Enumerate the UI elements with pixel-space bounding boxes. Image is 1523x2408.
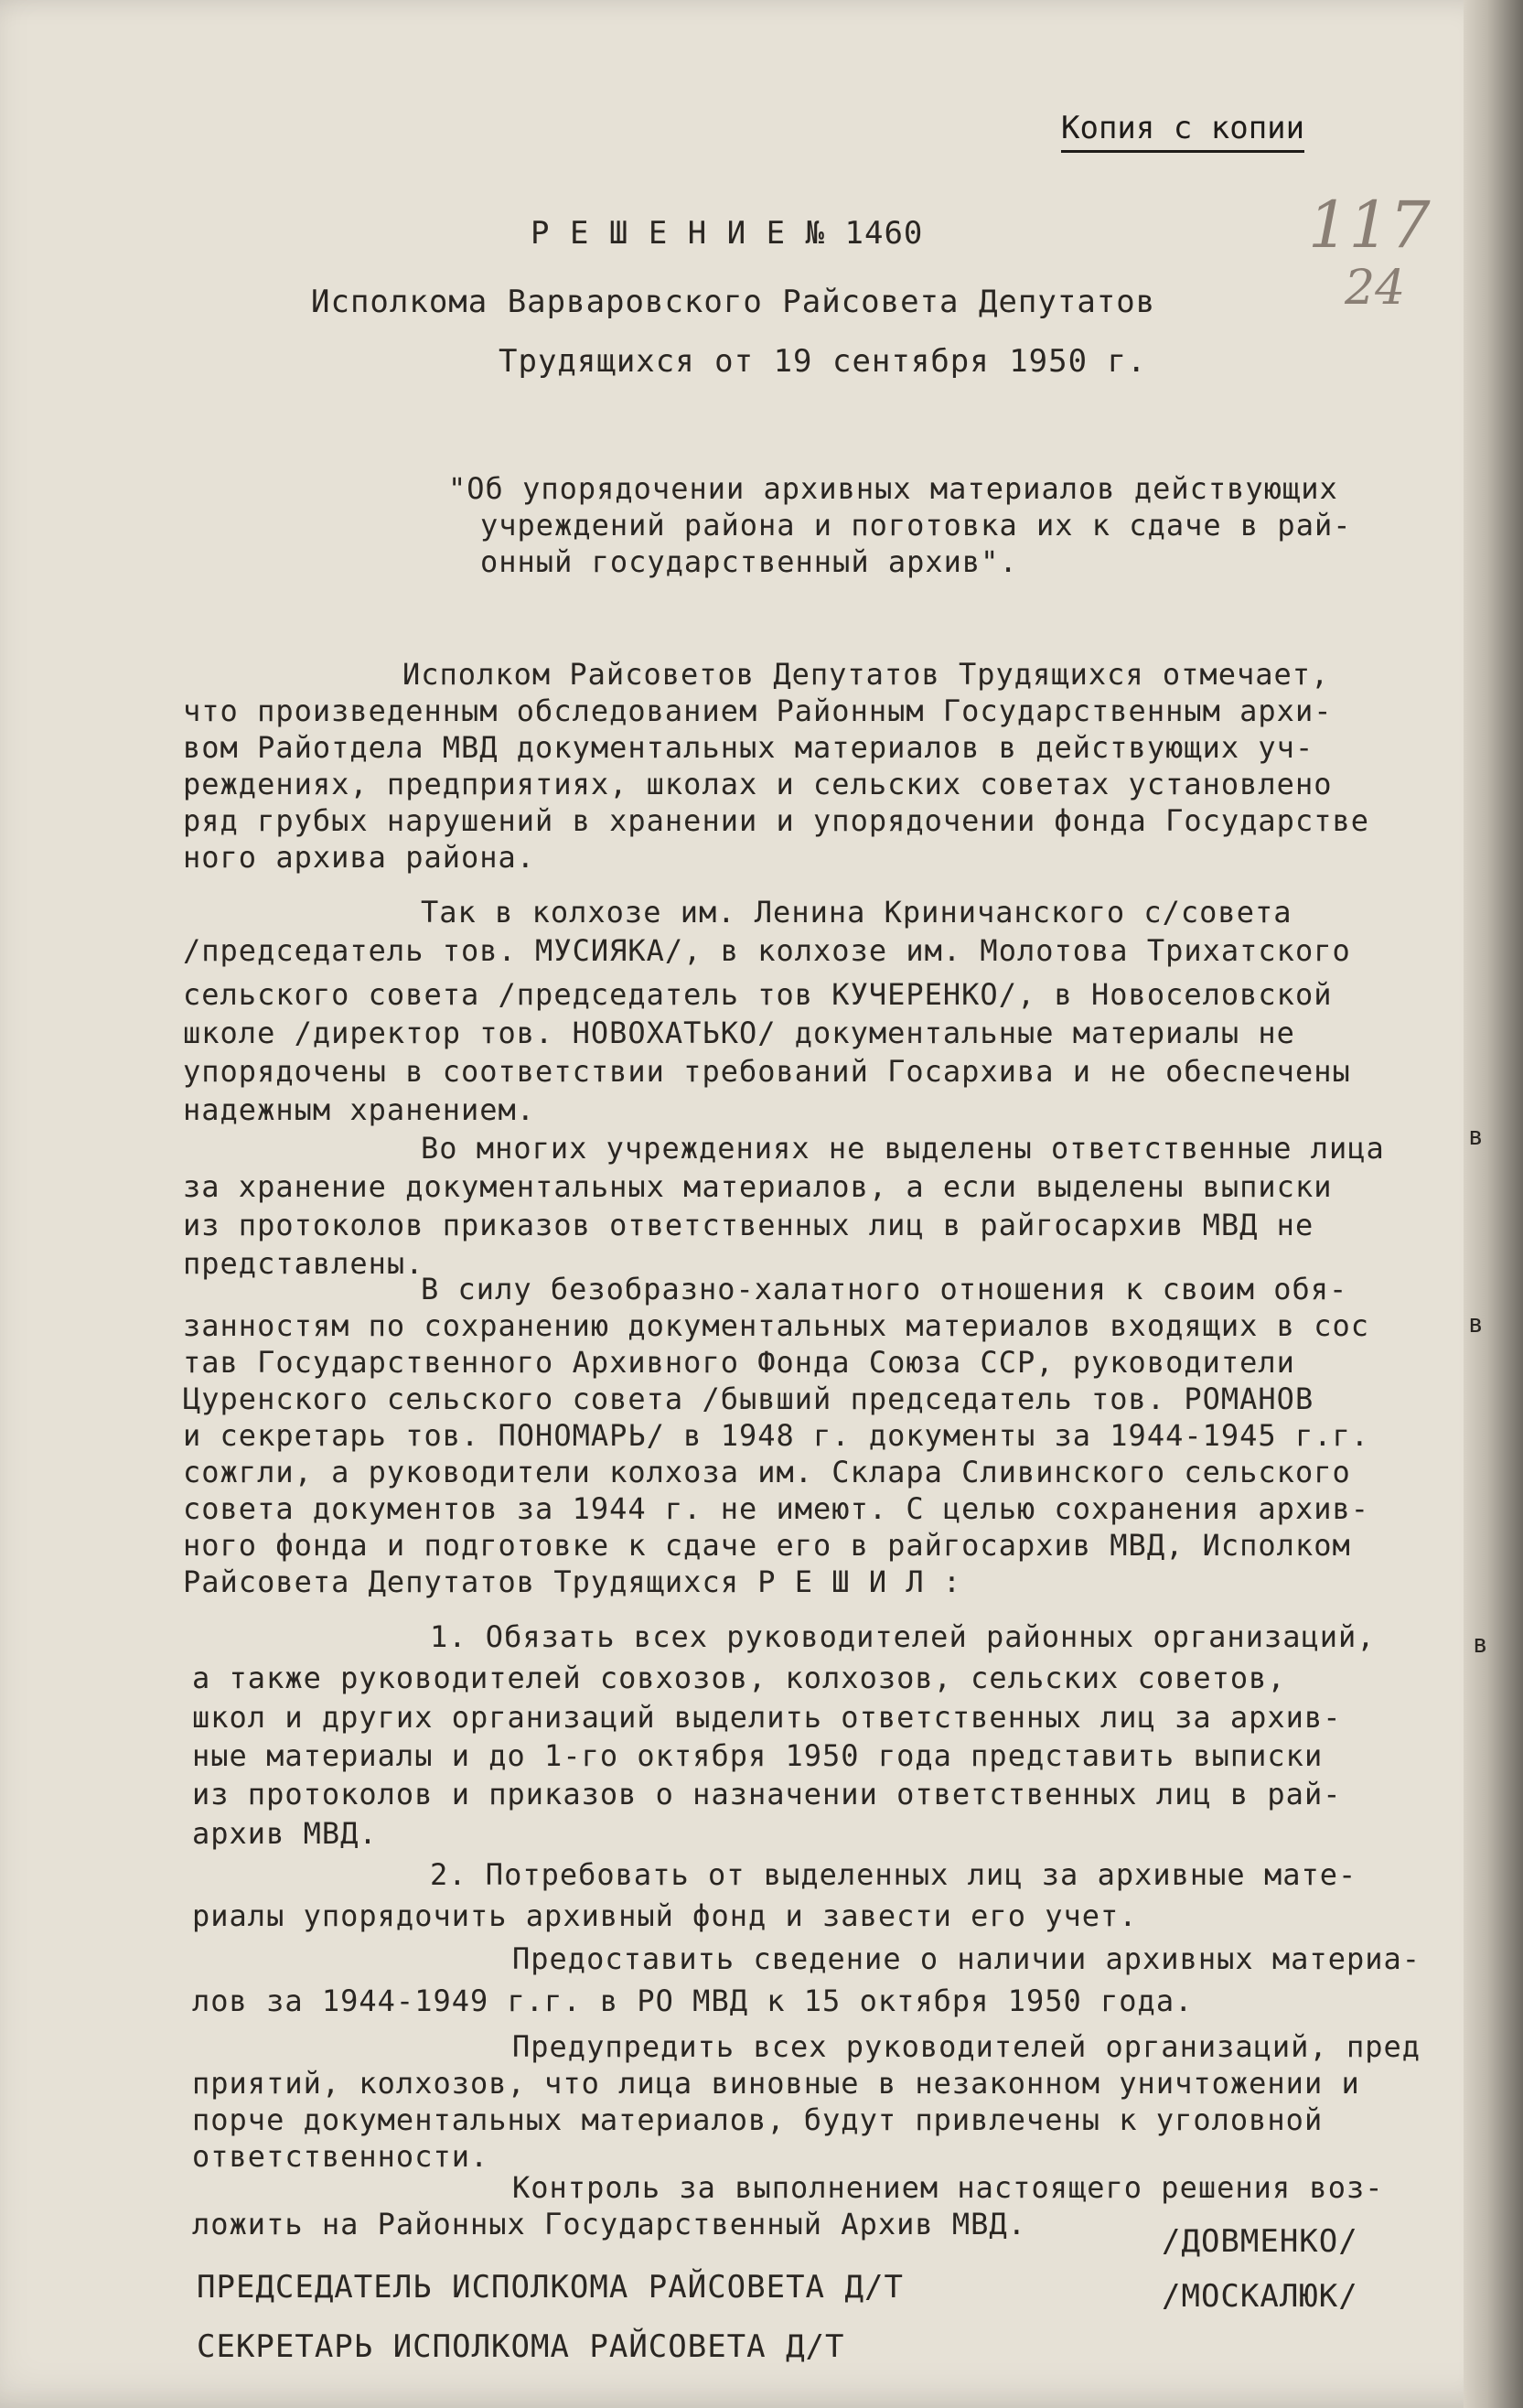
body-line: из протоколов и приказов о назначении ответственных лиц в рай- [192,1777,1342,1811]
subject-line: учреждений района и поготовка их к сдаче в рай- [480,508,1352,543]
body-line: порче документальных материалов, будут привлечены к уголовной [192,2102,1324,2137]
body-line: вом Райотдела МВД документальных материалов в действующих уч- [183,730,1314,765]
body-line: Райсовета Депутатов Трудящихся Р Е Ш И Л : [183,1564,962,1599]
secretary-title: СЕКРЕТАРЬ ИСПОЛКОМА РАЙСОВЕТА Д/Т [197,2328,845,2365]
body-line: ряд грубых нарушений в хранении и упорядочении фонда Государстве [183,803,1369,838]
body-line: ного архива района. [183,840,536,875]
body-line: /председатель тов. МУСИЯКА/, в колхозе им. Молотова Трихатского [183,933,1351,968]
body-line: 2. Потребовать от выделенных лиц за архивные мате- [430,1857,1357,1892]
doc-title: Р Е Ш Е Н И Е № 1460 [531,215,924,252]
doc-title-line: Исполкома Варваровского Райсовета Депутатов [311,284,1156,320]
body-line: Цуренского сельского совета /бывший председатель тов. РОМАНОВ [183,1381,1314,1416]
body-line: а также руководителей совхозов, колхозов, сельских советов, [192,1661,1286,1695]
body-line: Предупредить всех руководителей организаций, пред [512,2029,1421,2064]
body-line: В силу безобразно-халатного отношения к своим обя- [421,1272,1348,1306]
body-line: ные материалы и до 1-го октября 1950 года представить выписки [192,1738,1324,1773]
margin-mark: в [1468,1308,1484,1338]
body-line: ложить на Районных Государственный Архив МВД. [192,2207,1026,2241]
chairman-title: ПРЕДСЕДАТЕЛЬ ИСПОЛКОМА РАЙСОВЕТА Д/Т [197,2269,904,2306]
body-line: что произведенным обследованием Районным Государственным архи- [183,693,1333,728]
body-line: представлены. [183,1246,424,1281]
secretary-name: /МОСКАЛЮК/ [1162,2278,1358,2315]
body-line: из протоколов приказов ответственных лиц в райгосархив МВД не [183,1208,1314,1242]
page-edge [1464,0,1523,2408]
body-line: сельского совета /председатель тов КУЧЕРЕНКО/, в Новоселовской [183,977,1333,1012]
body-line: Предоставить сведение о наличии архивных материа- [512,1941,1421,1976]
body-line: архив МВД. [192,1816,378,1851]
copy-stamp: Копия с копии [1061,110,1304,153]
body-line: приятий, колхозов, что лица виновные в незаконном уничтожении и [192,2066,1360,2101]
body-line: риалы упорядочить архивный фонд и завести его учет. [192,1898,1138,1933]
margin-mark: в [1473,1629,1488,1659]
body-line: ответственности. [192,2139,489,2174]
doc-title-line: Трудящихся от 19 сентября 1950 г. [499,343,1147,380]
body-line: 1. Обязать всех руководителей районных организаций, [430,1619,1376,1654]
body-line: Во многих учреждениях не выделены ответственные лица [421,1131,1385,1166]
margin-mark: в [1468,1121,1484,1151]
body-line: реждениях, предприятиях, школах и сельских советах установлено [183,767,1333,801]
body-line: надежным хранением. [183,1092,536,1127]
body-line: лов за 1944-1949 г.г. в РО МВД к 15 октября 1950 года. [192,1983,1194,2018]
chairman-name: /ДОВМЕНКО/ [1162,2223,1358,2260]
subject-line: "Об упорядочении архивных материалов действующих [448,471,1338,506]
body-line: тав Государственного Архивного Фонда Союза ССР, руководители [183,1345,1295,1380]
body-line: Исполком Райсоветов Депутатов Трудящихся отмечает, [402,657,1330,692]
body-line: сожгли, а руководители колхоза им. Склара Сливинского сельского [183,1455,1351,1489]
handwritten-number: 117 [1308,188,1431,263]
body-line: Контроль за выполнением настоящего решения воз- [512,2170,1384,2205]
body-line: упорядочены в соответствии требований Госархива и не обеспечены [183,1054,1351,1089]
handwritten-number: 24 [1345,261,1406,316]
subject-line: онный государственный архив". [480,544,1018,579]
body-line: за хранение документальных материалов, а если выделены выписки [183,1169,1333,1204]
body-line: школе /директор тов. НОВОХАТЬКО/ документальные материалы не [183,1016,1295,1050]
body-line: совета документов за 1944 г. не имеют. С целью сохранения архив- [183,1491,1369,1526]
body-line: и секретарь тов. ПОНОМАРЬ/ в 1948 г. документы за 1944-1945 г.г. [183,1418,1369,1453]
body-line: занностям по сохранению документальных материалов входящих в сос [183,1308,1369,1343]
body-line: школ и других организаций выделить ответственных лиц за архив- [192,1700,1342,1735]
body-line: ного фонда и подготовке к сдаче его в райгосархив МВД, Исполком [183,1528,1351,1563]
body-line: Так в колхозе им. Ленина Криничанского с/совета [421,895,1292,930]
